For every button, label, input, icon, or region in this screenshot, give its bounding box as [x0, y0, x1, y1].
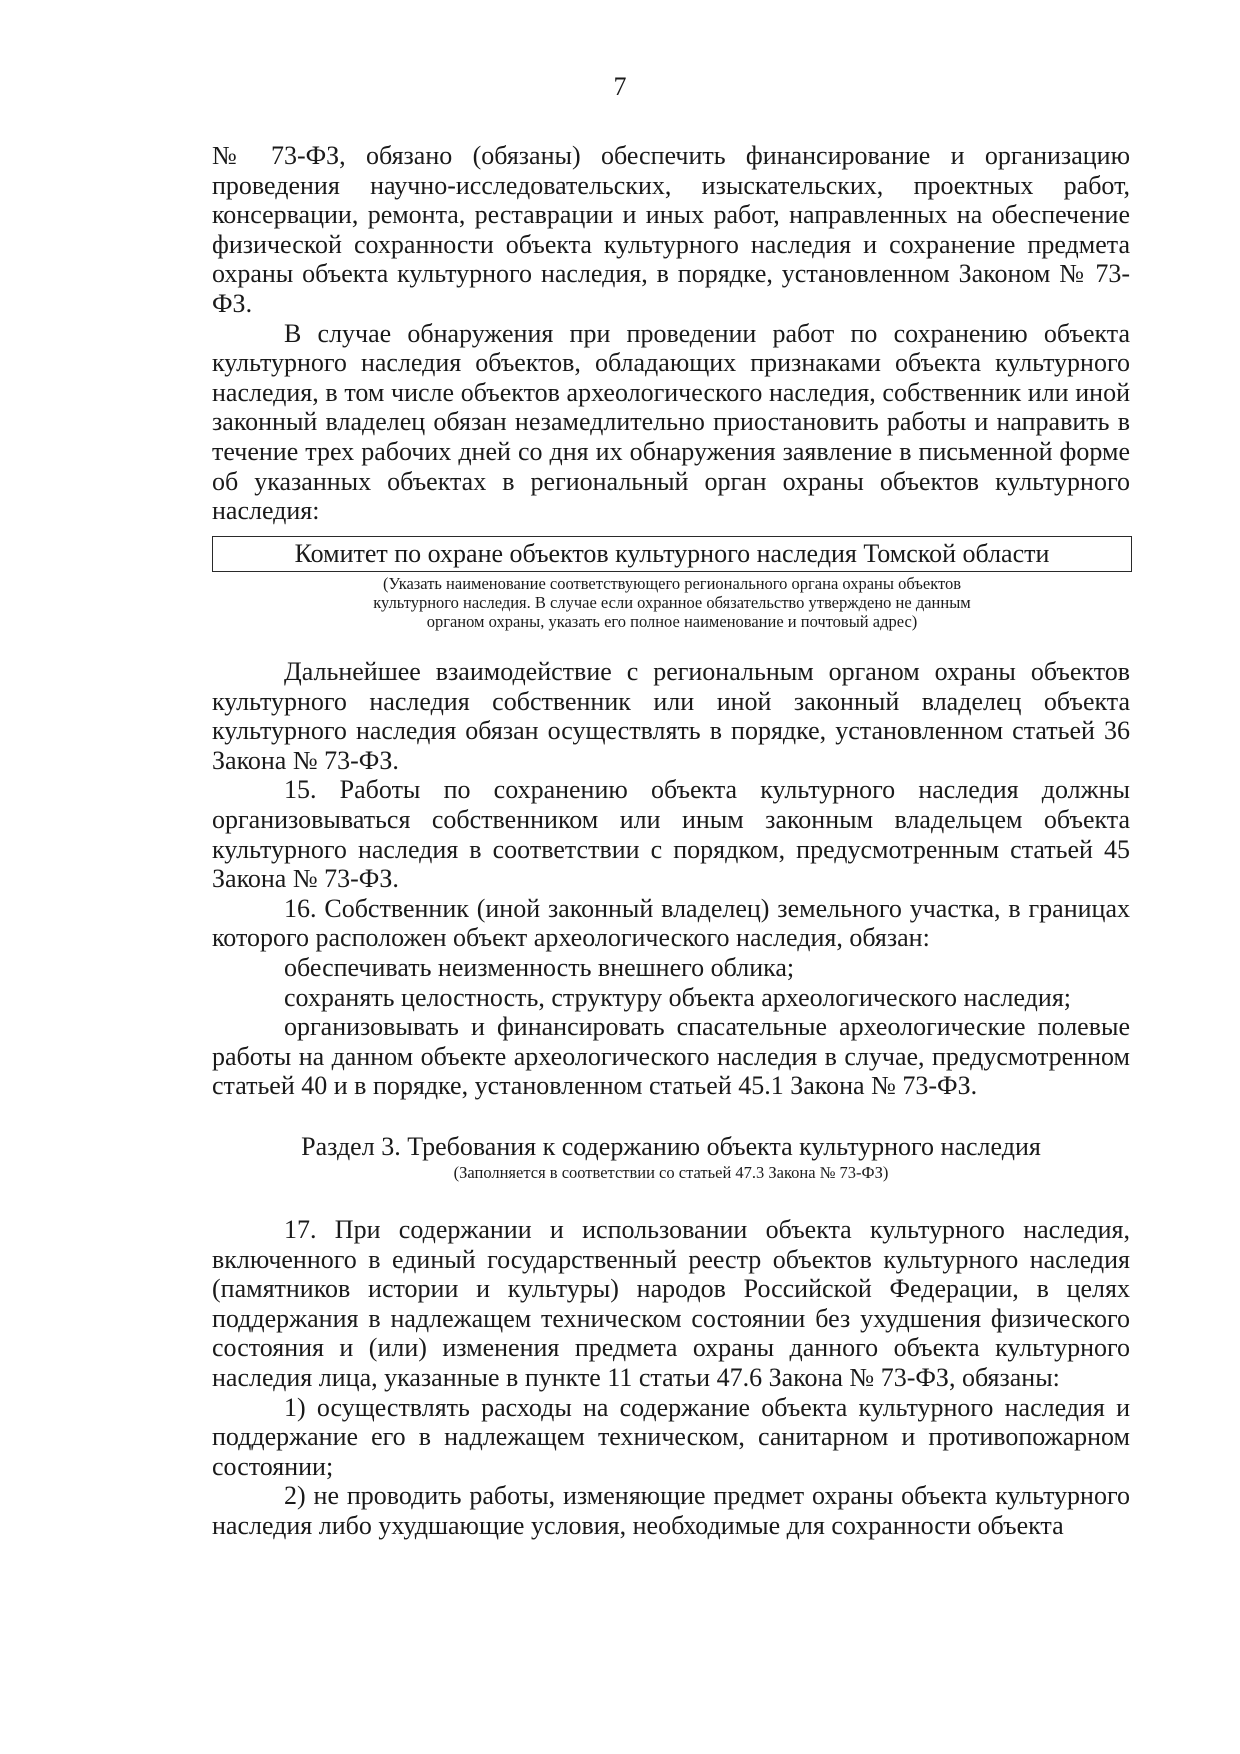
authority-note-line: органом охраны, указать его полное наименование и почтовый адрес) [426, 612, 918, 631]
paragraph-continuation: № 73-ФЗ, обязано (обязаны) обеспечить финансирование и организацию проведения научно-исследовательских, изыскательских, проектных работ, консервации, ремонта, реставрации и иных работ, направленных на обеспечение физической сохранности объекта культурного наследия и сохранение предмета охраны объекта культурного наследия, в порядке, установленном Законом № 73-ФЗ. [212, 141, 1130, 318]
paragraph-interaction: Дальнейшее взаимодействие с региональным органом охраны объектов культурного наследия собственник или иной законный владелец объекта культурного наследия обязан осуществлять в порядке, установленном статьей 36 Закона № 73-ФЗ. [212, 657, 1130, 775]
section-heading: Раздел 3. Требования к содержанию объекта культурного наследия [301, 1132, 1041, 1161]
authority-block [212, 536, 1132, 631]
paragraphs-bottom [212, 1215, 1130, 1541]
paragraphs-middle [212, 657, 1130, 1101]
authority-note-line: (Указать наименование соответствующего регионального органа охраны объектов [382, 574, 962, 593]
paragraph-item-16: 16. Собственник (иной законный владелец) земельного участка, в границах которого расположен объект археологического наследия, обязан: [212, 893, 1130, 953]
paragraph-item-17: 17. При содержании и использовании объекта культурного наследия, включенного в единый государственный реестр объектов культурного наследия (памятников истории и культуры) народов Российской Федерации, в целях поддержания в надлежащем техническом состоянии без ухудшения физического состояния и (или) изменения предмета охраны данного объекта культурного наследия лица, указанные в пункте 11 статьи 47.6 Закона № 73-ФЗ, обязаны: [212, 1215, 1130, 1392]
paragraph-discovery: В случае обнаружения при проведении работ по сохранению объекта культурного наследия объектов, обладающих признаками объекта культурного наследия, в том числе объектов археологического наследия, собственник или иной законный владелец обязан незамедлительно приостановить работы и направить в течение трех рабочих дней со дня их обнаружения заявление в письменной форме об указанных объектах в региональный орган охраны объектов культурного наследия: [212, 318, 1130, 526]
authority-name-box: Комитет по охране объектов культурного наследия Томской области [212, 536, 1132, 572]
paragraph-obligation: обеспечивать неизменность внешнего облика; [284, 952, 795, 982]
paragraph-obligation: сохранять целостность, структуру объекта археологического наследия; [284, 982, 1072, 1012]
authority-note [212, 574, 1132, 631]
paragraph-subitem-2: 2) не проводить работы, изменяющие предмет охраны объекта культурного наследия либо ухудшающие условия, необходимые для сохранности объекта [212, 1481, 1130, 1540]
page-number: 7 [613, 72, 627, 101]
section-note: (Заполняется в соответствии со статьей 47.3 Закона № 73-ФЗ) [453, 1163, 889, 1182]
paragraph-subitem-1: 1) осуществлять расходы на содержание объекта культурного наследия и поддержание его в надлежащем техническом, санитарном и противопожарном состоянии; [212, 1392, 1130, 1481]
paragraphs-top [212, 141, 1130, 526]
paragraph-obligation: организовывать и финансировать спасательные археологические полевые работы на данном объекте археологического наследия в случае, предусмотренном статьей 40 и в порядке, установленном статьей 45.1 Закона № 73-ФЗ. [212, 1012, 1130, 1101]
paragraph-item-15: 15. Работы по сохранению объекта культурного наследия должны организовываться собственником или иным законным владельцем объекта культурного наследия в соответствии с порядком, предусмотренным статьей 45 Закона № 73-ФЗ. [212, 775, 1130, 894]
authority-note-line: культурного наследия. В случае если охранное обязательство утверждено не данным [373, 593, 971, 612]
